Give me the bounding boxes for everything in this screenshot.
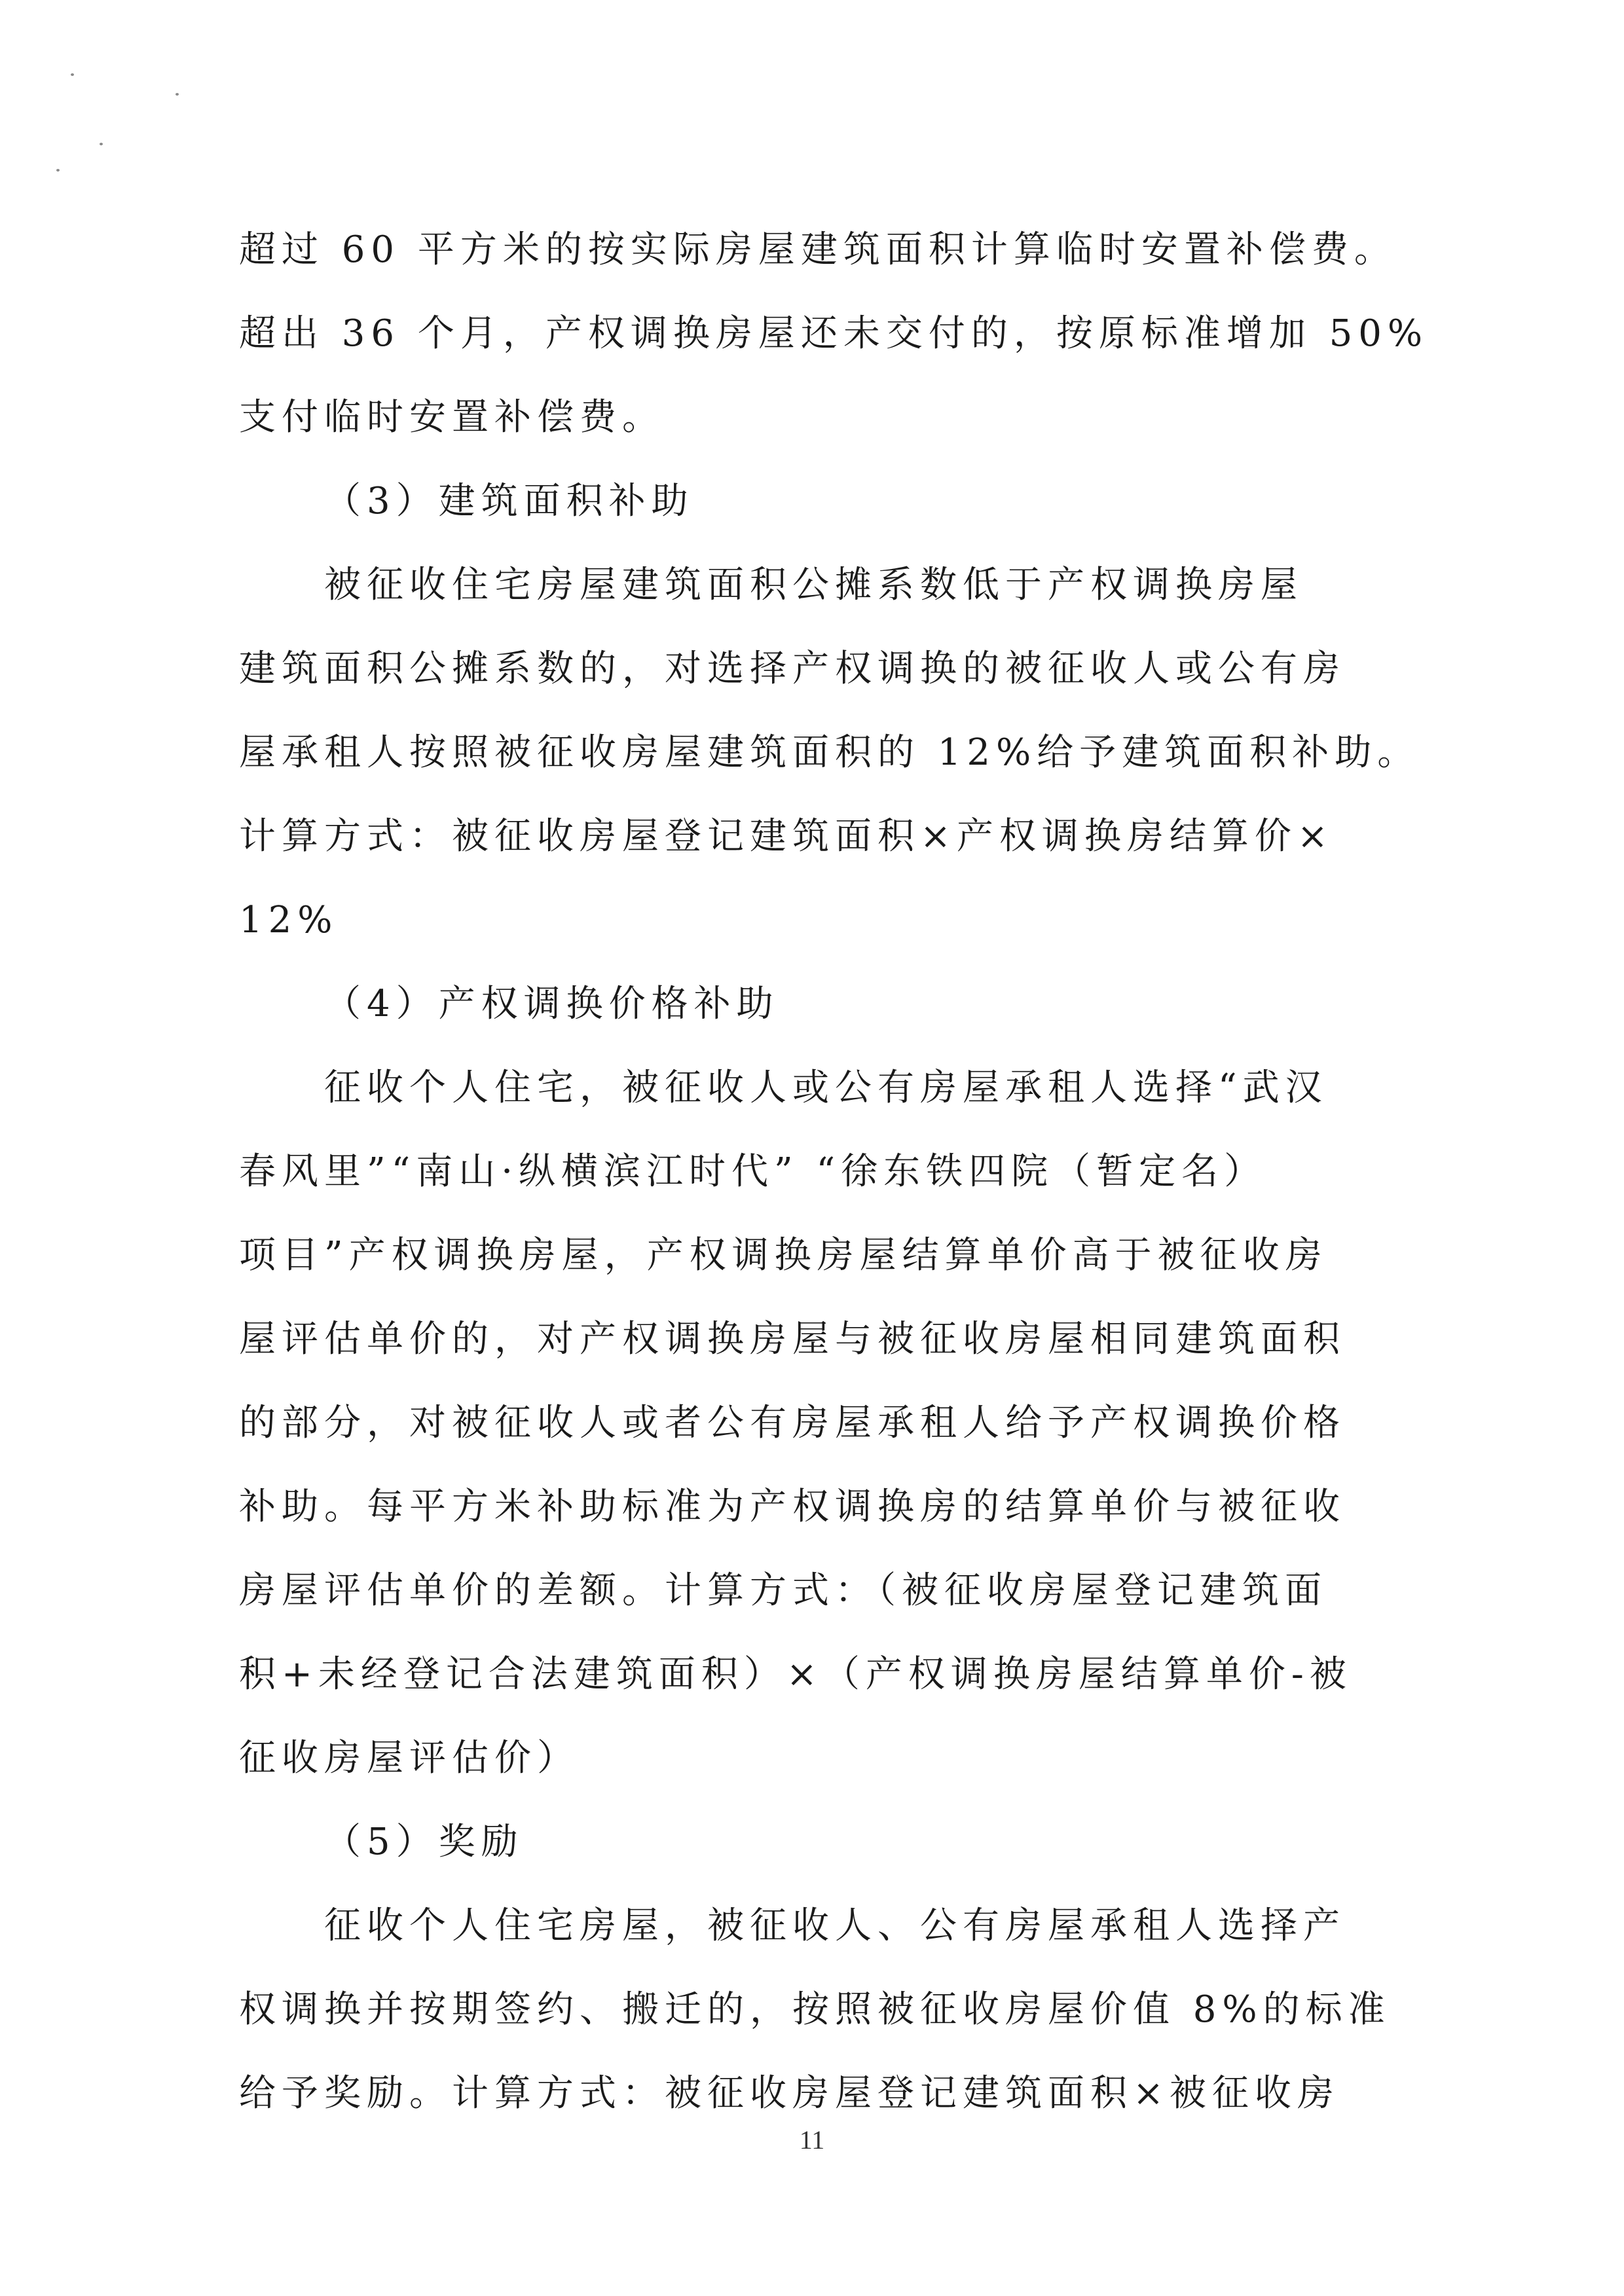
text-line: 超过 60 平方米的按实际房屋建筑面积计算临时安置补偿费。 <box>239 228 1397 271</box>
text-line: 补助。每平方米补助标准为产权调换房的结算单价与被征收 <box>239 1485 1346 1528</box>
text-line: 超出 36 个月，产权调换房屋还未交付的，按原标准增加 50% <box>239 312 1429 355</box>
text-line: 屋承租人按照被征收房屋建筑面积的 12%给予建筑面积补助。 <box>239 731 1420 774</box>
text-line: 房屋评估单价的差额。计算方式：（被征收房屋登记建筑面 <box>239 1569 1327 1612</box>
text-line: 给予奖励。计算方式：被征收房屋登记建筑面积×被征收房 <box>239 2072 1340 2115</box>
text-line: 计算方式：被征收房屋登记建筑面积×产权调换房结算价× <box>239 815 1334 858</box>
text-line: 春风里”“南山·纵横滨江时代” “徐东铁四院（暂定名） <box>239 1150 1267 1193</box>
section-heading: （4）产权调换价格补助 <box>324 983 779 1025</box>
text-line: 征收房屋评估价） <box>239 1737 580 1779</box>
scan-speck <box>100 143 103 145</box>
scan-speck <box>175 93 179 96</box>
document-body <box>239 208 1429 2136</box>
text-line: 建筑面积公摊系数的，对选择产权调换的被征收人或公有房 <box>239 647 1346 690</box>
text-line: 征收个人住宅，被征收人或公有房屋承租人选择“武汉 <box>324 1066 1328 1109</box>
scan-speck <box>56 169 60 172</box>
section-heading: （5）奖励 <box>324 1821 524 1863</box>
page-number: 11 <box>799 2125 825 2155</box>
text-line: 支付临时安置补偿费。 <box>239 396 665 439</box>
section-heading: （3）建筑面积补助 <box>324 480 694 522</box>
text-line: 权调换并按期签约、搬迁的，按照被征收房屋价值 8%的标准 <box>239 1988 1391 2031</box>
text-line: 征收个人住宅房屋，被征收人、公有房屋承租人选择产 <box>324 1904 1346 1947</box>
text-line: 被征收住宅房屋建筑面积公摊系数低于产权调换房屋 <box>324 564 1303 606</box>
text-line: 12% <box>239 899 339 941</box>
text-line: 屋评估单价的，对产权调换房屋与被征收房屋相同建筑面积 <box>239 1318 1346 1360</box>
text-line: 项目”产权调换房屋，产权调换房屋结算单价高于被征收房 <box>239 1234 1328 1277</box>
text-line: 积+未经登记合法建筑面积）×（产权调换房屋结算单价-被 <box>239 1653 1352 1696</box>
text-line: 的部分，对被征收人或者公有房屋承租人给予产权调换价格 <box>239 1402 1346 1444</box>
scan-speck <box>71 73 74 76</box>
